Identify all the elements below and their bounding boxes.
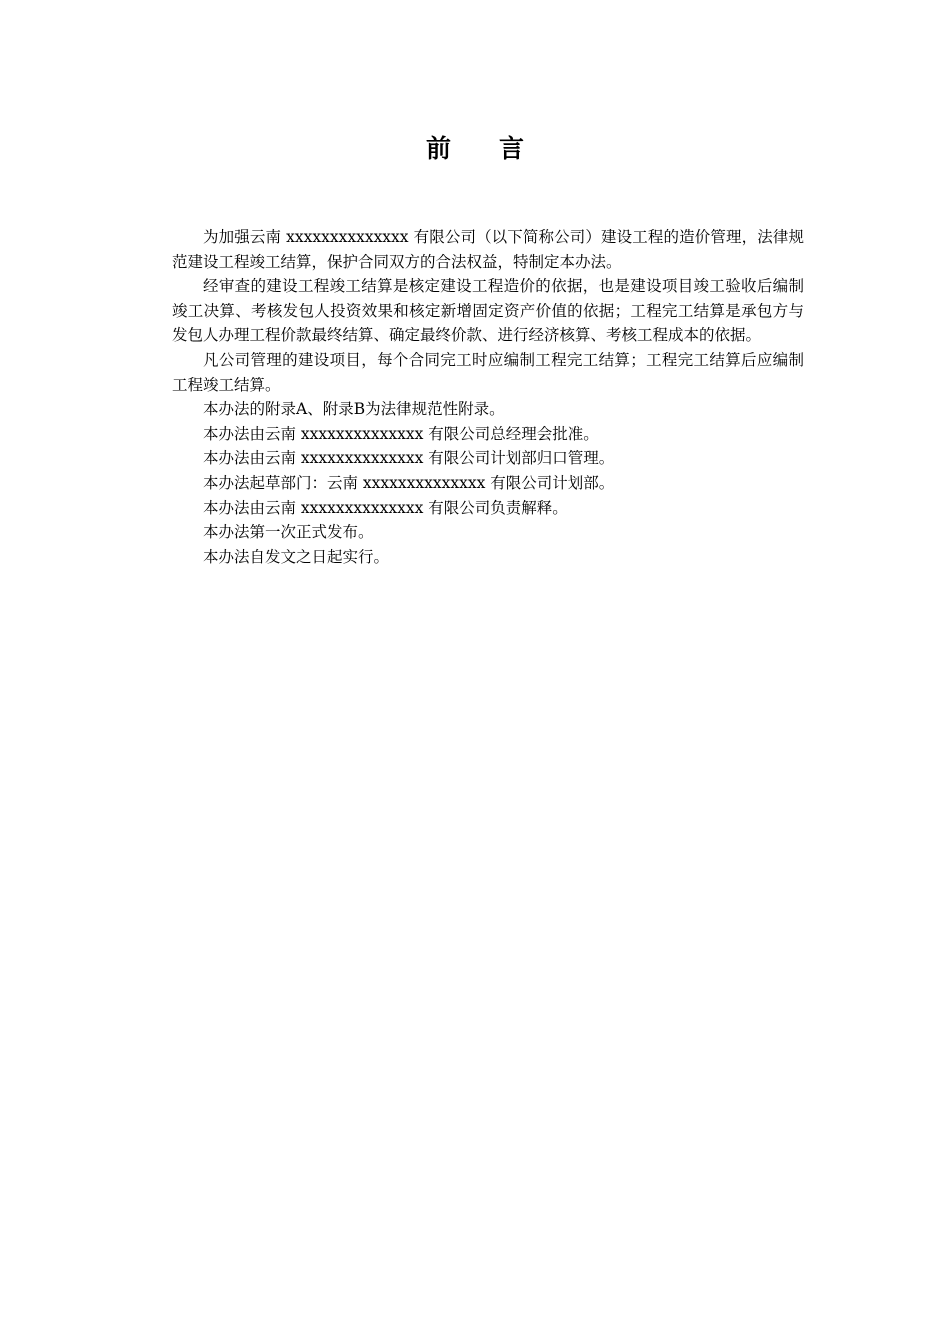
paragraph-appendix: 本办法的附录A、附录B为法律规范性附录。 [203, 400, 505, 419]
paragraph-effective: 本办法自发文之日起实行。 [203, 547, 390, 566]
paragraph-interpretation: 本办法由云南 xxxxxxxxxxxxxx 有限公司负责解释。 [203, 498, 568, 517]
paragraph-release: 本办法第一次正式发布。 [203, 523, 374, 542]
paragraph-approval: 本办法由云南 xxxxxxxxxxxxxx 有限公司总经理会批准。 [203, 424, 599, 443]
document-body [172, 225, 804, 569]
paragraph-basis: 经审查的建设工程竣工结算是核定建设工程造价的依据，也是建设项目竣工验收后编制竣工决算、考核发包人投资效果和核定新增固定资产价值的依据；工程完工结算是承包方与发包人办理工程价款最终结算、确定最终价款、进行经济核算、考核工程成本的依据。 [172, 277, 804, 345]
paragraph-purpose: 为加强云南 xxxxxxxxxxxxxx 有限公司（以下简称公司）建设工程的造价管理，法律规范建设工程竣工结算，保护合同双方的合法权益，特制定本办法。 [172, 228, 804, 271]
paragraph-drafting-dept: 本办法起草部门：云南 xxxxxxxxxxxxxx 有限公司计划部。 [203, 473, 615, 492]
page-title: 前言 [425, 134, 572, 163]
paragraph-management: 本办法由云南 xxxxxxxxxxxxxx 有限公司计划部归口管理。 [203, 449, 615, 468]
paragraph-scope: 凡公司管理的建设项目，每个合同完工时应编制工程完工结算；工程完工结算后应编制工程竣工结算。 [172, 350, 804, 394]
